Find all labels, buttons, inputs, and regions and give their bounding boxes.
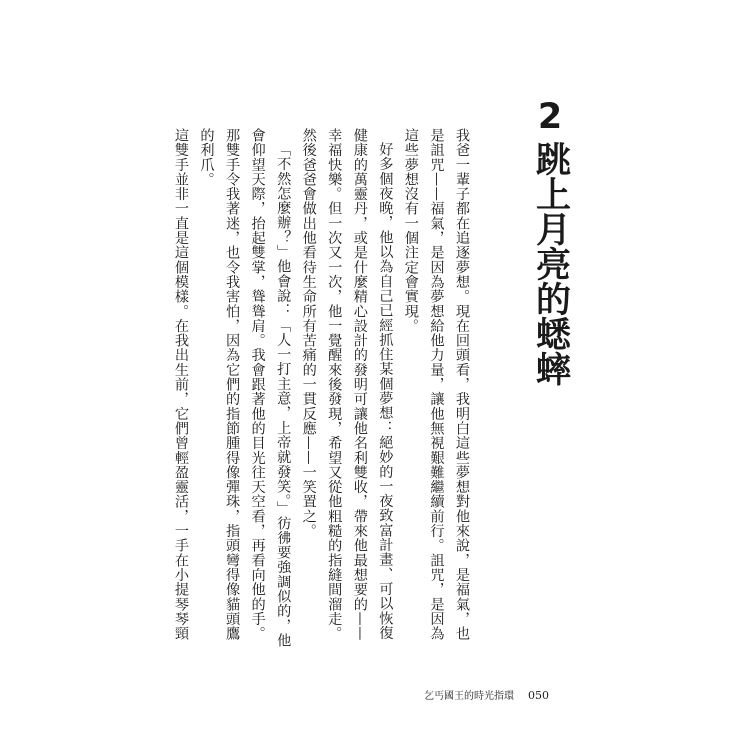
- chapter-title: 跳上月亮的蟋蟀: [530, 141, 571, 386]
- paragraph: 好多個夜晚，他以為自己已經抓住某個夢想：絕妙的一夜致富計畫、可以恢復健康的萬靈丹，或是什麼精心設計的發明可讓他名利雙收，帶來他最想要的——幸福快樂。但一次又一次，他一覺醒來後發現，希望又從他粗糙的指縫間溜走。然後爸爸會做出他看待生命所有苦痛的一貫反應——一笑置之。: [300, 128, 394, 641]
- chapter-number: 2: [537, 97, 563, 137]
- chapter-heading: [524, 96, 576, 386]
- paragraph: 這雙手並非一直是這個模樣。在我出生前，它們曾輕盈靈活，一手在小提琴琴頸: [172, 128, 189, 641]
- paragraph: 「不然怎麼辦？」他會說：「人一打主意，上帝就發笑。」彷彿要強調似的，他會仰望天際，抬起雙掌，聳聳肩。我會跟著他的目光往天空看，再看向他的手。那雙手令我著迷，也令我害怕，因為它們的指節腫得像彈珠，指頭彎得像貓頭鷹的利爪。: [198, 128, 292, 648]
- paragraph: 我爸一輩子都在追逐夢想。現在回頭看，我明白這些夢想對他來說，是福氣，也是詛咒——福氣，是因為夢想給他力量，讓他無視艱難繼續前行。詛咒，是因為這些夢想沒有一個注定會實現。: [402, 128, 470, 641]
- page-footer: [424, 687, 549, 702]
- page-number: 050: [528, 689, 549, 702]
- body-text: [167, 128, 474, 650]
- running-title: 乞丐國王的時光指環: [424, 691, 514, 702]
